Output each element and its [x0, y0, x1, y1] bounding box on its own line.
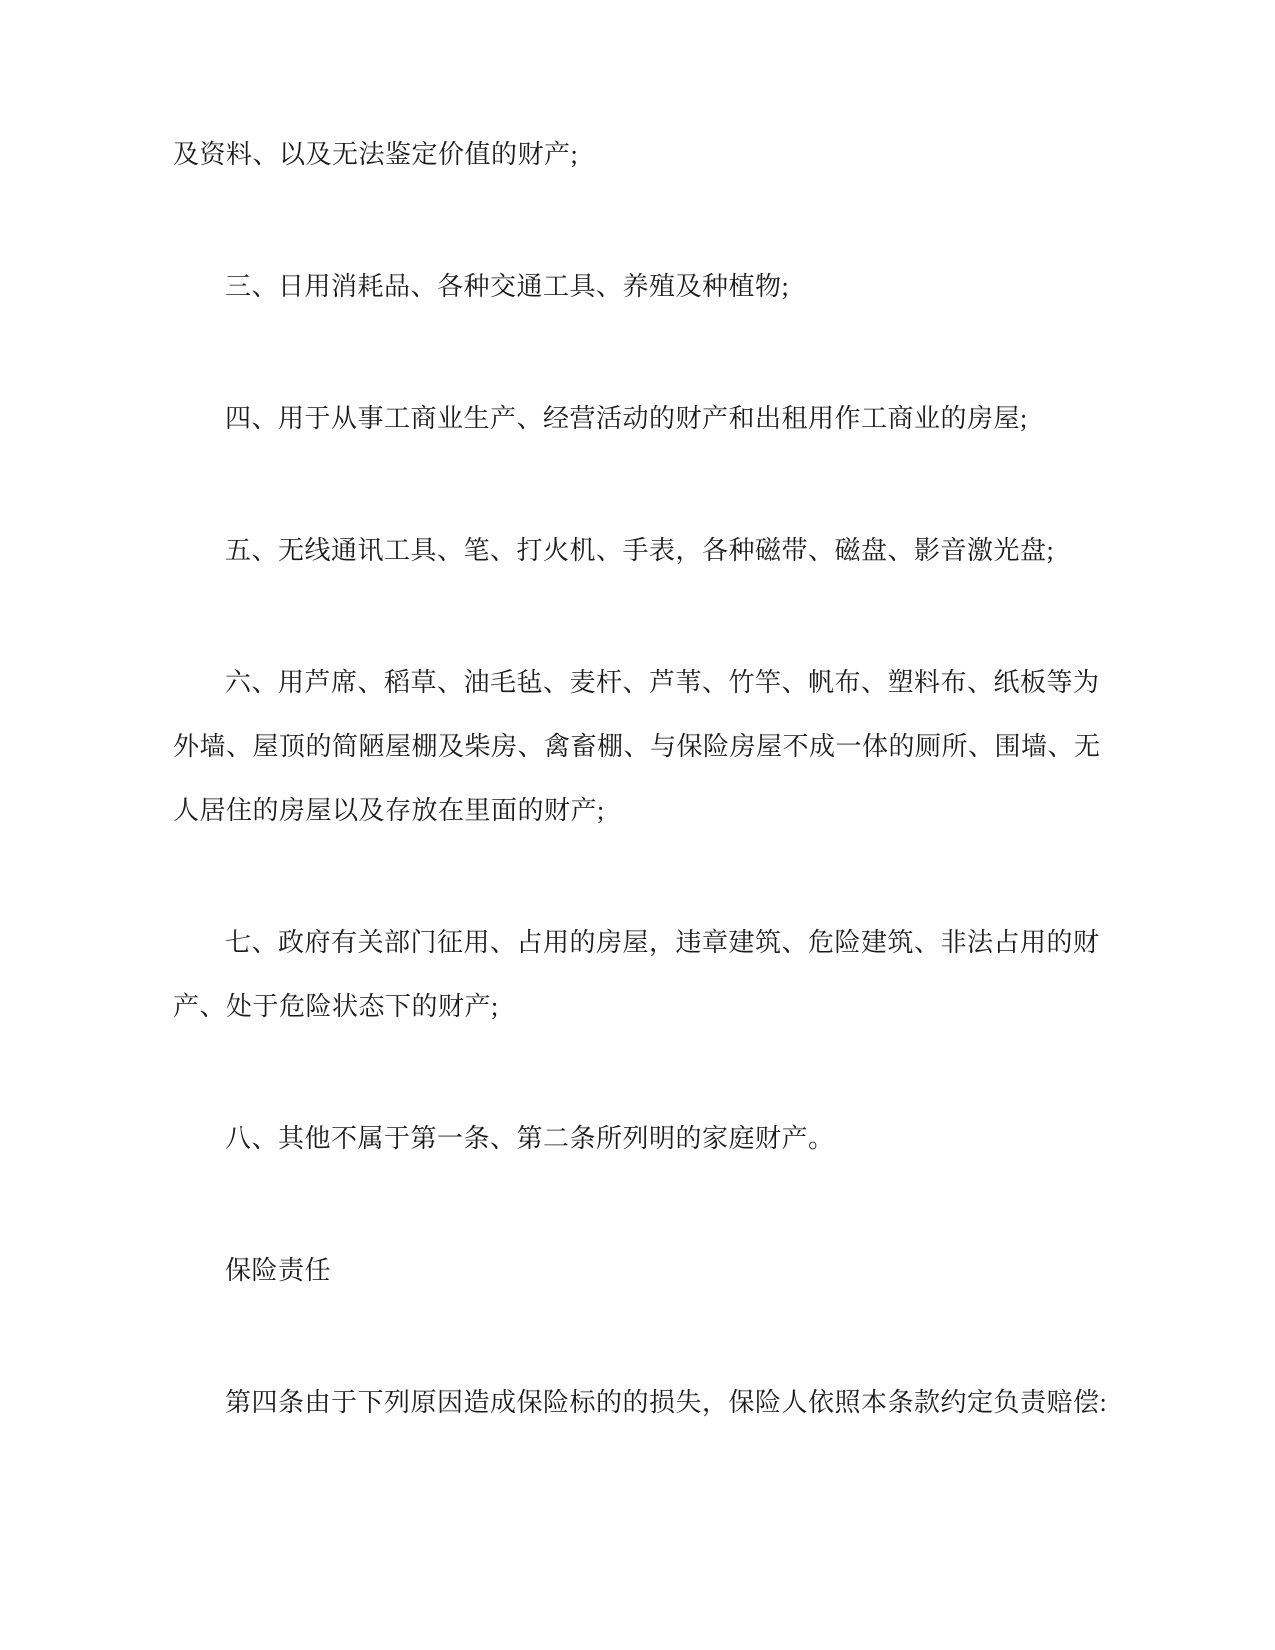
clause-8-other-family-property: 八、其他不属于第一条、第二条所列明的家庭财产。 — [225, 1124, 835, 1153]
clause-4-commercial-property: 四、用于从事工商业生产、经营活动的财产和出租用作工商业的房屋; — [225, 404, 1028, 433]
article-4-compensation-intro: 第四条由于下列原因造成保险标的的损失，保险人依照本条款约定负责赔偿: — [225, 1388, 1108, 1417]
paragraph-continuation-property-unassessable: 及资料、以及无法鉴定价值的财产; — [173, 140, 579, 169]
clause-5-wireless-tools: 五、无线通讯工具、笔、打火机、手表，各种磁带、磁盘、影音激光盘; — [225, 536, 1055, 565]
section-heading-insurance-liability: 保险责任 — [225, 1256, 332, 1285]
clause-3-daily-consumables: 三、日用消耗品、各种交通工具、养殖及种植物; — [225, 272, 790, 301]
clause-7-requisitioned-buildings: 七、政府有关部门征用、占用的房屋，违章建筑、危险建筑、非法占用的财产、处于危险状态下的财产; — [173, 928, 1100, 1021]
clause-6-makeshift-sheds: 六、用芦席、稻草、油毛毡、麦杆、芦苇、竹竿、帆布、塑料布、纸板等为外墙、屋顶的简陋屋棚及柴房、禽畜棚、与保险房屋不成一体的厕所、围墙、无人居住的房屋以及存放在里面的财产; — [173, 668, 1101, 825]
